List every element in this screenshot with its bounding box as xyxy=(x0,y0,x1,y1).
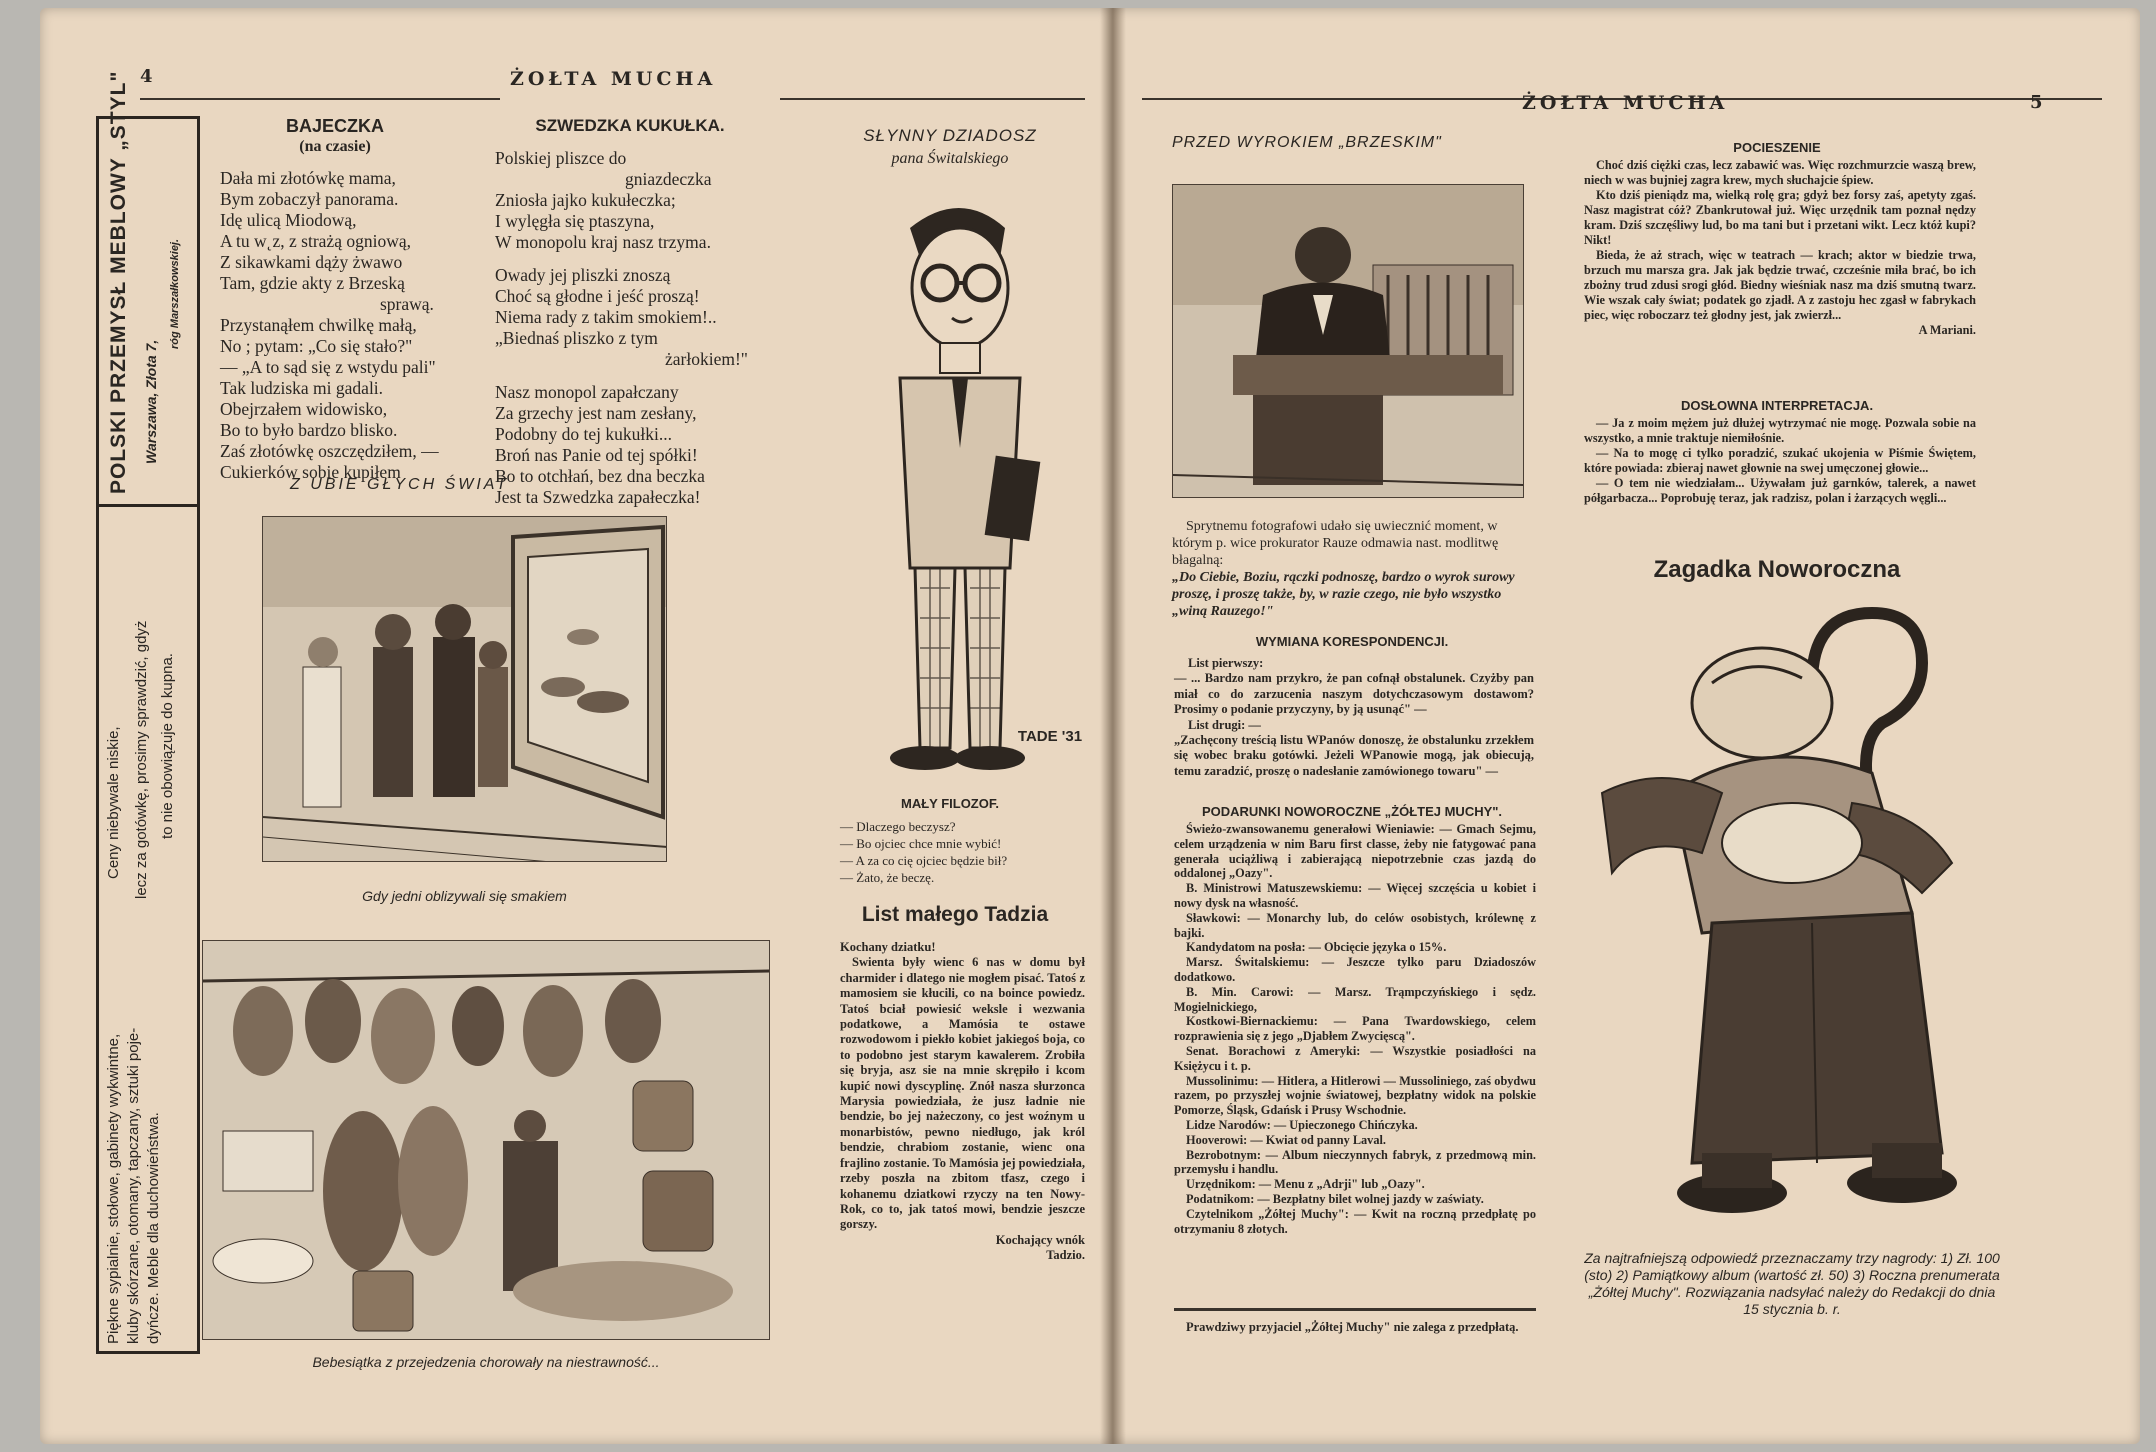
prosecutor-illustration xyxy=(1172,184,1524,498)
caption-shop-window: Gdy jedni oblizywali się smakiem xyxy=(362,888,567,904)
furniture-ad xyxy=(96,70,200,1354)
maly-filozof-dialog xyxy=(840,818,1080,886)
poem-line: Bym zobaczył panorama. xyxy=(220,189,399,209)
letter-text: „Zachęcony treścią listu WPanów donoszę, że obstalunku zrzekłem się wobec braku gotówki. Jeżeli WPanowie mogą, jak obiecują, temu zaradzić, proszę o nadesłanie zamówionego towaru" — xyxy=(1174,733,1534,778)
ad-line-5: lecz za gotówkę, prosimy sprawdzić, gdyż xyxy=(133,620,150,899)
poem-line: Cukierków sobie kupiłem xyxy=(220,462,401,482)
poem-line: I wylęgła się ptaszyna, xyxy=(495,211,655,231)
poem-line: Tam, gdzie akty z Brzeską xyxy=(220,273,405,293)
poem-line: Jest ta Szwedzka zapałeczka! xyxy=(495,487,701,507)
poem-line: Z sikawkami dąży żwawo xyxy=(220,252,403,272)
gift-item: Czytelnikom „Żółtej Muchy": — Kwit na roczną przedpłatę po otrzymaniu 8 złotych. xyxy=(1174,1206,1536,1236)
poem-stanza: Bieda, że aż strach, więc w teatrach — krach; aktor w biedzie trwa, brzuch mu marsza gra. Jak jak będzie trwać, czcześnie miła brać, bo ich zbożny trud zdusi srogi głód. Biedny wieśniak nasz ma dziś smutną twarz. Wie wszak cały świat; podatek go zjadł. A z zastoju hec zgasł w fabrykach piec, więc roboczarz też głodny jest, jak zwierzł... xyxy=(1584,248,1976,322)
gift-item: Mussolinimu: — Hitlera, a Hitlerowi — Mussoliniego, zaś obydwu razem, po przyszłej wojnie światowej, bezpłatny widok na polskie Pomorze, Śląsk, Gdańsk i Prusy Wschodnie. xyxy=(1174,1073,1536,1118)
gift-item: Podatnikom: — Bezpłatny bilet wolnej jazdy w zaświaty. xyxy=(1186,1191,1484,1206)
gift-item: Lidze Narodów: — Upieczonego Chińczyka. xyxy=(1186,1117,1418,1132)
gift-item: Sławkowi: — Monarchy lub, do celów osobistych, królewnę z bajki. xyxy=(1174,910,1536,940)
letter-text: — ... Bardzo nam przykro, że pan cofnął obstalunek. Czyżby pan miał co do zarzucenia naszym dotychczasowym dostawom? Prosimy o podanie przyczyny, by ją usunąć" — xyxy=(1174,671,1534,717)
poem-line: „Biednaś pliszko z tym xyxy=(495,328,658,348)
poem-line: Za grzechy jest nam zesłany, xyxy=(495,403,697,423)
poem-line: Idę ulicą Miodową, xyxy=(220,210,357,230)
gift-item: Urzędnikom: — Menu z „Adrji" lub „Oazy". xyxy=(1186,1177,1425,1192)
stanza-gap xyxy=(495,253,795,265)
article-paragraph: Sprytnemu fotografowi udało się uwiecznić moment, w którym p. wice prokurator Rauze odmawia nast. modlitwę błagalną: xyxy=(1172,519,1499,568)
butcher-shop-illustration xyxy=(202,940,770,1340)
poem-line: W monopolu kraj nasz trzyma. xyxy=(495,232,711,252)
podarunki-list xyxy=(1174,822,1536,1236)
podarunki-footer: Prawdziwy przyjaciel „Żółtej Muchy" nie zalega z przedpłatą. xyxy=(1186,1320,1519,1334)
shop-window-illustration xyxy=(262,516,667,862)
doslowna-body xyxy=(1584,416,1976,506)
poem-line: Niema rady z takim smokiem!.. xyxy=(495,307,717,327)
poem-line: gniazdeczka xyxy=(625,169,712,189)
poem-signature: A Mariani. xyxy=(1918,323,1976,337)
poem-line: Broń nas Panie od tej spółki! xyxy=(495,445,698,465)
poem-line: Owady jej pliszki znoszą xyxy=(495,265,671,285)
gift-item: Kandydatom na posła: — Obcięcie języka o 15%. xyxy=(1186,940,1447,955)
caption-butcher-shop: Bebesiątka z przejedzenia chorowały na niestrawność... xyxy=(312,1354,660,1370)
dziadosz-subtitle: pana Świtalskiego xyxy=(891,150,1009,167)
stanza-gap xyxy=(495,370,795,382)
letter-heading: List pierwszy: xyxy=(1188,656,1264,670)
masthead-left: ŻOŁTA MUCHA xyxy=(510,68,717,90)
maly-filozof-title: MAŁY FILOZOF. xyxy=(901,796,999,811)
dialog-line: — Ja z moim mężem już dłużej wytrzymać nie mogę. Pozwala sobie na wszystko, a mnie traktuje niemiłośnie. xyxy=(1584,416,1976,445)
header-rule-left-a xyxy=(140,98,500,100)
pocieszenie-body xyxy=(1584,158,1976,338)
poem-line: Bo to było bardzo blisko. xyxy=(220,420,398,440)
poem-line: No ; pytam: „Co się stało?" xyxy=(220,336,413,356)
poem-line: — „A to sąd się z wstydu pali" xyxy=(220,357,436,377)
poem-line: Polskiej pliszce do xyxy=(495,148,627,168)
prayer-quote: „Do Ciebie, Boziu, rączki podnoszę, bardzo o wyrok surowy proszę, i proszę także, by, w razie czego, nie było wszystko „winą Rauzego!" xyxy=(1172,570,1515,619)
dziadosz-title: SŁYNNY DZIADOSZ xyxy=(863,126,1037,145)
letter-body: Swienta były wienc 6 nas w domu był charmider i dlatego nie mogłem pisać. Tatoś z mamosiem sie kłucili, co na boince powiedz. Tatoś bciał powiesić weksle i wezwania podatkowe, a Mamósia te ostawe rozwodowom i piekło kobiet jakiegoś boja, co to podobno jest starym kawalerem. Zrobiła się bryja, asz sie na mnie skrępiło i kcom kupić nowi dyscyplinę. Znół nasza słurzonca Marysia powiedziała, że jusz ładnie nie bendzie, bo jej nażeczony, co jest woźnym u monarbistów, pewno niedługo, jak król bendzie, chrabiom zostanie, wienc ona frajlino zostanie. To Mamósia jej powiedziała, rzeby poszła na zbitom tfasz, czego i kohanemu dziatkowi rzyczy na ten Nowy-Rok, co to, jak tatoś mowi, bendzie jeszcze gorszy. xyxy=(840,955,1085,1232)
page-gutter xyxy=(1100,8,1126,1444)
ad-line-6: to nie obowiązuje do kupna. xyxy=(159,653,176,839)
letter-heading: List drugi: — xyxy=(1188,717,1261,732)
ad-line-3: dyńcze. Meble dla duchowieństwa. xyxy=(145,1112,162,1344)
riddle-illustration xyxy=(1582,593,2002,1243)
gift-item: B. Ministrowi Matuszewskiemu: — Więcej szczęścia u kobiet i nowy dysk na własność. xyxy=(1174,881,1536,910)
gift-item: Senat. Borachowi z Ameryki: — Wszystkie posiadłości na Księżycu i t. p. xyxy=(1174,1043,1536,1073)
dialog-line: — Dlaczego beczysz? xyxy=(840,819,956,834)
doslowna-title: DOSŁOWNA INTERPRETACJA. xyxy=(1680,398,1874,413)
dialog-line: — O tem nie wiedziałam... Używałam już garnków, talerek, a nawet półgarbacza... Poprobuję teraz, jak radzisz, polan i żarzących węgli... xyxy=(1584,476,1976,505)
poem-line: Nasz monopol zapałczany xyxy=(495,382,679,402)
dialog-line: — A za co cię ojciec będzie bił? xyxy=(840,853,1008,868)
wymiana-body xyxy=(1174,656,1534,779)
poem-line: Zniosła jajko kukułeczka; xyxy=(495,190,676,210)
magazine-spread xyxy=(40,8,2140,1444)
ad-divider xyxy=(99,504,197,507)
poem-line: żarłokiem!" xyxy=(665,349,748,369)
ad-line-1: Piękne sypialnie, stołowe, gabinety wykwintne, xyxy=(105,1033,122,1344)
poem-line: Tak ludziska mi gadali. xyxy=(220,378,384,398)
letter-signature: Tadzio. xyxy=(1046,1248,1085,1263)
poem-line: sprawą. xyxy=(380,294,434,314)
poem-stanza: Choć dziś ciężki czas, lecz zabawić was. Więc rozchmurzcie waszą brew, niech w was bujniej zagra krew, mych słuchajcie śpiew. xyxy=(1584,158,1976,187)
poem-line: A tu w˛z, z strażą ogniową, xyxy=(220,231,411,251)
zagadka-title: Zagadka Noworoczna xyxy=(1653,556,1901,583)
letter-closing: Kochający wnók xyxy=(995,1232,1085,1247)
bajeczka-subtitle: (na czasie) xyxy=(299,138,371,155)
podarunki-rule xyxy=(1174,1308,1536,1311)
dialog-line: — Bo ojciec chce mnie wybić! xyxy=(840,836,1002,851)
page-number-left: 4 xyxy=(140,66,153,87)
ad-brand: POLSKI PRZEMYSŁ MEBLOWY „STYL" xyxy=(107,70,130,494)
ad-line-2: kluby skórzane, otomany, tapczany, sztuki poje- xyxy=(125,1027,142,1344)
szwedzka-title: SZWEDZKA KUKUŁKA. xyxy=(535,116,725,135)
ad-line-4: Ceny niebywale niskie, xyxy=(105,726,122,879)
riddle-drawing xyxy=(1582,593,2002,1243)
bajeczka-title: BAJECZKA xyxy=(285,116,384,136)
poem-line: Bo to otchłań, bez dna beczka xyxy=(495,466,705,486)
gift-item: B. Min. Carowi: — Marsz. Trąmpczyńskiego i sędz. Mogielnickiego, xyxy=(1174,984,1536,1014)
page-number-right: 5 xyxy=(2030,92,2043,113)
poem-line: Dała mi złotówkę mama, xyxy=(220,168,396,188)
letter-greeting: Kochany dziatku! xyxy=(840,940,936,954)
szwedzka-poem xyxy=(495,148,795,508)
poem-line: Choć są głodne i jeść proszą! xyxy=(495,286,700,306)
poem-stanza: Kto dziś pieniądz ma, wielką rolę gra; gdyż bez forsy zaś, apetyty zgaś. Nasz magistrat cóż? Zbankrutował już. Więc urzędnik tam poznał nędzy kram. Dziś szczęśliwy lud, bo ma tani but i przetani wikt. Lecz któż kupi? Nikt! xyxy=(1584,188,1976,247)
right-page xyxy=(1112,8,2140,1444)
podarunki-title: PODARUNKI NOWOROCZNE „ŻÓŁTEJ MUCHY". xyxy=(1201,804,1503,819)
ad-address: Warszawa, Złota 7, xyxy=(143,339,159,464)
dialog-line: — Żato, że beczę. xyxy=(840,870,935,885)
prosecutor-drawing xyxy=(1173,185,1524,498)
poem-line: Przystanąłem chwilkę małą, xyxy=(220,315,417,335)
butcher-shop-drawing xyxy=(203,941,770,1340)
list-tadzia-body xyxy=(840,940,1085,1264)
section-title-swiat: Z UBIE GŁYCH ŚWIAT xyxy=(290,476,510,493)
gift-item: Bezrobotnym: — Album nieczynnych fabryk, z przedmową min. przemysłu i handlu. xyxy=(1174,1147,1536,1177)
shop-window-drawing xyxy=(263,517,667,862)
caricature-signature: TADE '31 xyxy=(1017,728,1083,745)
gift-item: Kostkowi-Biernackiemu: — Pana Twardowskiego, celem rozprawienia się z jego „Djabłem Zwycięscą". xyxy=(1174,1014,1536,1044)
header-rule-left-b xyxy=(780,98,1085,100)
zagadka-text: Za najtrafniejszą odpowiedź przeznaczamy trzy nagrody: 1) Zł. 100 (sto) 2) Pamiątkowy album (wartość zł. 50) 3) Roczna prenumerata „Żółtej Muchy". Rozwiązania nadsyłać należy do Redakcji do dnia 15 stycznia b. r. xyxy=(1584,1250,2000,1317)
gift-item: Hooverowi: — Kwiat od panny Laval. xyxy=(1186,1132,1386,1147)
wymiana-title: WYMIANA KORESPONDENCJI. xyxy=(1255,634,1449,649)
przed-wyrokiem-title: PRZED WYROKIEM „BRZESKIM" xyxy=(1172,134,1442,151)
bajeczka-poem xyxy=(220,168,470,483)
poem-line: Zaś złotówkę oszczędziłem, — xyxy=(220,441,439,461)
poem-line: Obejrzałem widowisko, xyxy=(220,399,388,419)
poem-line: Podobny do tej kukułki... xyxy=(495,424,672,444)
ad-corner: róg Marszałkowskiej. xyxy=(169,238,181,349)
list-tadzia-title: List małego Tadzia xyxy=(861,903,1049,926)
caricature-drawing xyxy=(840,188,1080,778)
gift-item: Świeżo-zwansowanemu generałowi Wieniawie: — Gmach Sejmu, celem urządzenia w nim Baru first classe, żeby nie fatygować pana generała uciążliwą i zabierającą niepotrzebnie czas jazdą do oddalonej „Oazy". xyxy=(1174,822,1536,881)
pocieszenie-title: POCIESZENIE xyxy=(1733,140,1821,155)
left-page xyxy=(40,8,1112,1444)
gift-item: Marsz. Świtalskiemu: — Jeszcze tylko paru Dziadoszów dodatkowo. xyxy=(1174,955,1536,984)
masthead-right: ŻOŁTA MUCHA xyxy=(1522,92,1729,114)
przed-wyrokiem-text xyxy=(1172,518,1532,620)
caricature-illustration xyxy=(840,188,1080,778)
dialog-line: — Na to mogę ci tylko poradzić, szukać ukojenia w Piśmie Świętem, które powiada: zbieraj nawet głownie na swej umęczonej głowie... xyxy=(1584,446,1976,475)
